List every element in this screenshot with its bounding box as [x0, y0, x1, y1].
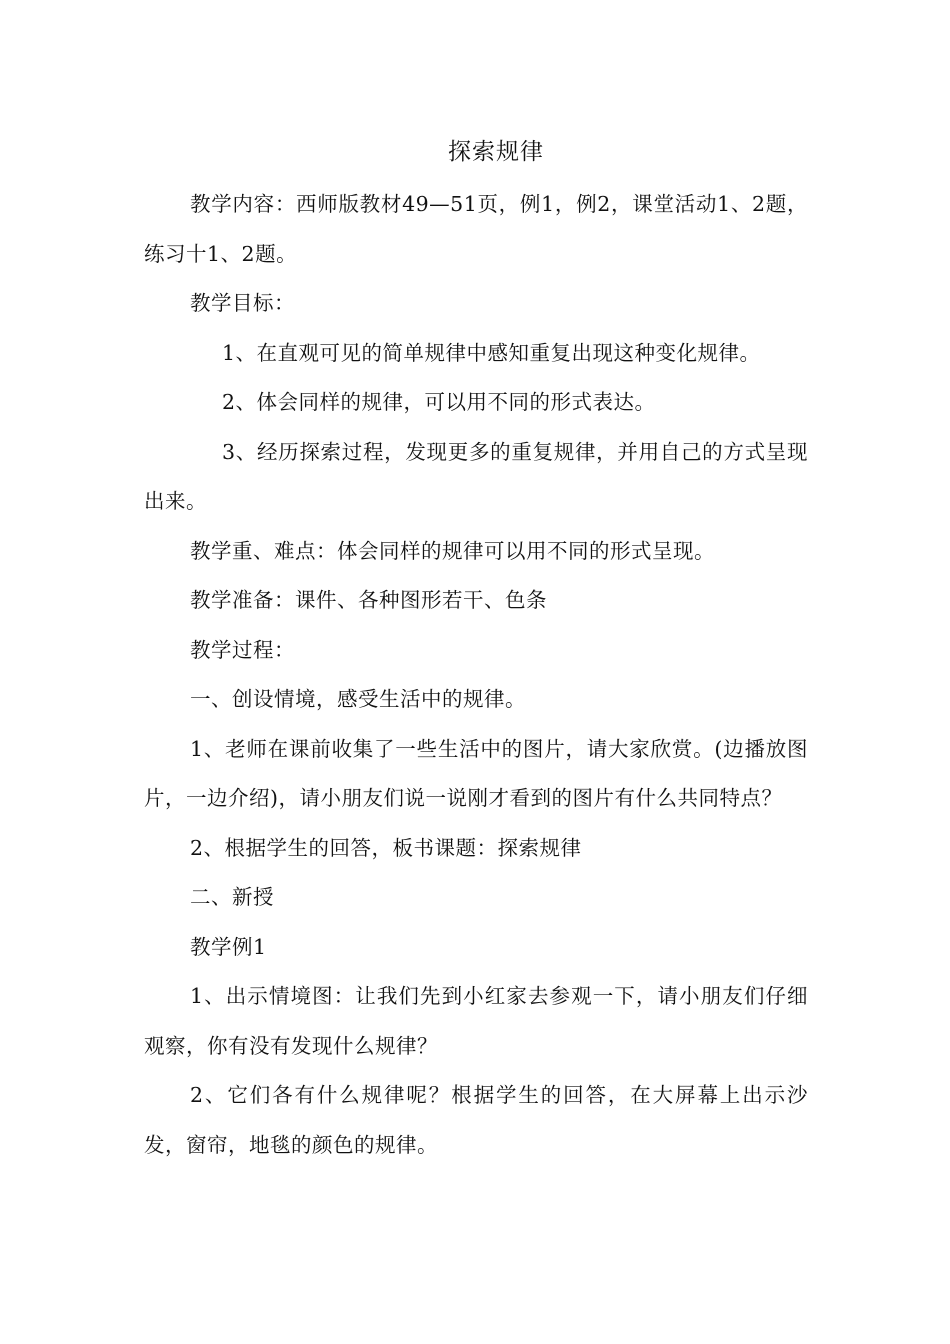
document-body [144, 130, 808, 1170]
paragraph-example-1-step-1: 1、出示情境图：让我们先到小红家去参观一下，请小朋友们仔细观察，你有没有发现什么规律？ [144, 984, 808, 1058]
paragraph-example-1-step-2: 2、它们各有什么规律呢？根据学生的回答，在大屏幕上出示沙发，窗帘，地毯的颜色的规律。 [144, 1083, 808, 1157]
paragraph-goal-1: 1、在直观可见的简单规律中感知重复出现这种变化规律。 [222, 340, 761, 365]
document-title: 探索规律 [448, 139, 544, 165]
paragraph-key-points: 教学重、难点：体会同样的规律可以用不同的形式呈现。 [190, 538, 715, 563]
paragraph-section-1-step-1: 1、老师在课前收集了一些生活中的图片，请大家欣赏。(边播放图片，一边介绍)，请小朋友们说一说刚才看到的图片有什么共同特点？ [144, 736, 808, 810]
paragraph-section-1-heading: 一、创设情境，感受生活中的规律。 [190, 687, 526, 711]
paragraph-section-1-step-2: 2、根据学生的回答，板书课题：探索规律 [190, 835, 582, 860]
paragraph-teaching-content: 教学内容：西师版教材49—51页，例1，例2，课堂活动1、2题，练习十1、2题。 [144, 192, 808, 266]
paragraph-goal-3: 3、经历探索过程，发现更多的重复规律，并用自己的方式呈现出来。 [144, 439, 808, 513]
paragraph-preparation: 教学准备：课件、各种图形若干、色条 [190, 588, 547, 612]
paragraph-example-1-heading: 教学例1 [190, 934, 267, 959]
paragraph-process-heading: 教学过程： [190, 637, 295, 662]
paragraph-teaching-goals-heading: 教学目标： [190, 291, 295, 315]
paragraph-goal-2: 2、体会同样的规律，可以用不同的形式表达。 [222, 390, 656, 414]
paragraph-section-2-heading: 二、新授 [190, 885, 274, 909]
